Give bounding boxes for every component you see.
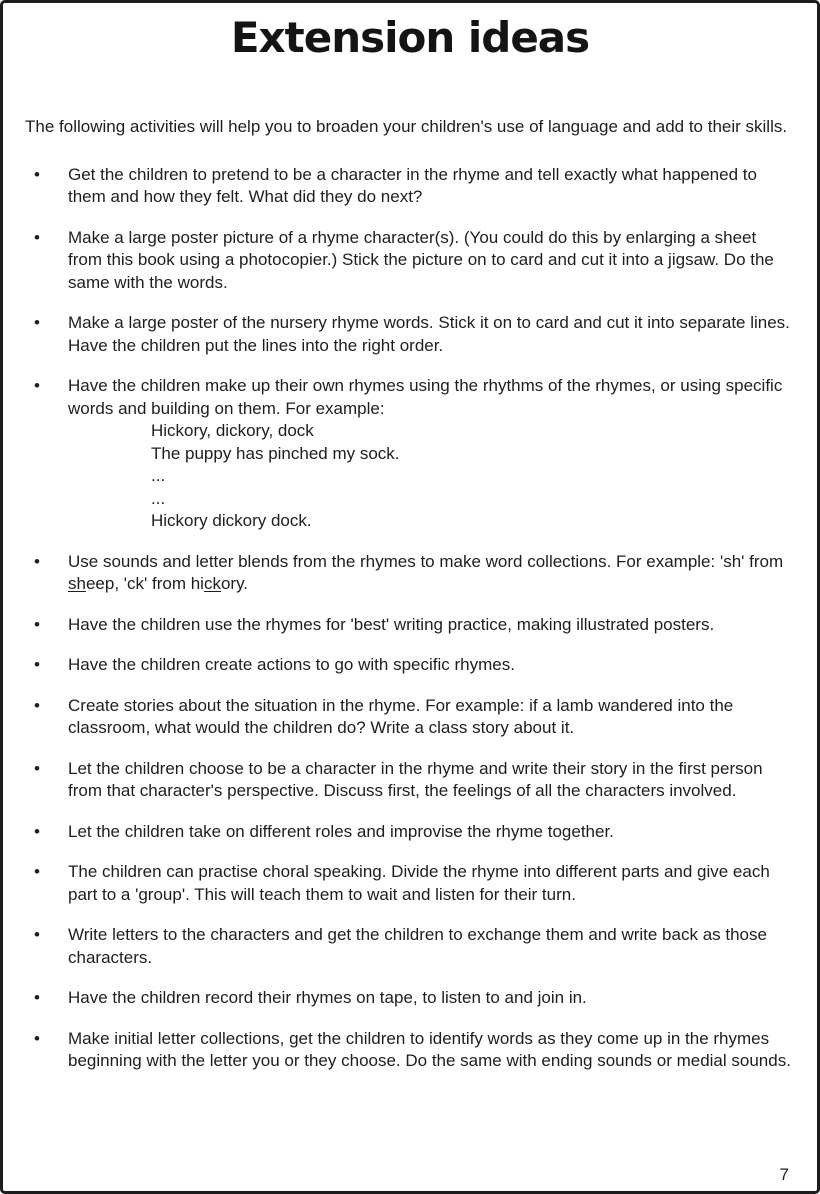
list-item bbox=[25, 821, 791, 844]
list-item bbox=[25, 375, 791, 533]
list-item bbox=[25, 654, 791, 677]
underlined-blend-sh: sh bbox=[68, 574, 86, 593]
bullet-marker: • bbox=[34, 925, 40, 944]
list-item bbox=[25, 861, 791, 906]
bullet-marker: • bbox=[34, 614, 40, 634]
intro-paragraph: The following activities will help you to broaden your children's use of language and add to their skills. bbox=[25, 117, 788, 136]
page-title: Extension ideas bbox=[230, 13, 590, 62]
bullet-text: Let the children choose to be a character in the rhyme and write their story in the first person from that character's perspective. Discuss first, the feelings of all the characters involved. bbox=[68, 758, 763, 800]
bullet-text: Let the children take on different roles and improvise the rhyme together. bbox=[68, 821, 614, 841]
bullet-text bbox=[68, 375, 791, 533]
bullet-text-segment: eep, 'ck' from hi bbox=[85, 574, 204, 593]
bullet-text-segment: ory. bbox=[220, 574, 249, 593]
bullet-marker: • bbox=[34, 821, 40, 841]
page-number: 7 bbox=[779, 1165, 789, 1184]
bullet-marker: • bbox=[34, 1028, 40, 1048]
list-item bbox=[25, 551, 791, 596]
bullet-text: Create stories about the situation in the rhyme. For example: if a lamb wandered into the classroom, what would the children do? Write a class story about it. bbox=[68, 695, 734, 737]
bullet-text-segment: Use sounds and letter blends from the rhymes to make word collections. For example: 'sh' from bbox=[68, 551, 784, 571]
bullet-text-lead: Have the children make up their own rhymes using the rhythms of the rhymes, or using specific words and building on them. For example: bbox=[68, 376, 783, 418]
bullet-marker: • bbox=[34, 988, 40, 1007]
bullet-marker: • bbox=[34, 164, 40, 184]
bullet-marker: • bbox=[34, 376, 40, 395]
activity-list bbox=[25, 164, 791, 1073]
bullet-marker: • bbox=[34, 313, 40, 332]
bullet-text: The children can practise choral speaking. Divide the rhyme into different parts and give each part to a 'group'. This will teach them to wait and listen for their turn. bbox=[68, 862, 770, 904]
bullet-marker: • bbox=[34, 695, 40, 715]
bullet-marker: • bbox=[34, 551, 40, 571]
bullet-text: Have the children record their rhymes on tape, to listen to and join in. bbox=[68, 988, 587, 1007]
bullet-marker: • bbox=[34, 655, 40, 674]
bullet-marker: • bbox=[34, 227, 40, 247]
rhyme-line: Hickory, dickory, dock bbox=[151, 421, 314, 440]
bullet-marker: • bbox=[34, 862, 40, 881]
rhyme-line: The puppy has pinched my sock. bbox=[151, 443, 400, 463]
list-item bbox=[25, 312, 791, 357]
rhyme-example bbox=[151, 420, 791, 533]
rhyme-line: ... bbox=[151, 488, 166, 508]
bullet-text: Have the children create actions to go with specific rhymes. bbox=[68, 655, 515, 674]
bullet-text: Make initial letter collections, get the children to identify words as they come up in the rhymes beginning with the letter you or they choose. Do the same with ending sounds or medial sounds. bbox=[68, 1028, 791, 1070]
bullet-text bbox=[68, 551, 791, 596]
bullet-text: Have the children use the rhymes for 'best' writing practice, making illustrated posters. bbox=[68, 614, 715, 634]
bullet-marker: • bbox=[34, 758, 40, 778]
list-item bbox=[25, 924, 791, 969]
list-item bbox=[25, 758, 791, 803]
list-item bbox=[25, 695, 791, 740]
list-item bbox=[25, 164, 791, 209]
bullet-text: Make a large poster picture of a rhyme character(s). (You could do this by enlarging a sheet from this book using a photocopier.) Stick the picture on to card and cut it into a jigsaw. Do the same with the words. bbox=[68, 227, 774, 292]
rhyme-line: Hickory dickory dock. bbox=[151, 511, 312, 530]
page-content bbox=[3, 116, 817, 1073]
bullet-text: Make a large poster of the nursery rhyme words. Stick it on to card and cut it into separate lines. Have the children put the lines into the right order. bbox=[68, 313, 790, 355]
list-item bbox=[25, 227, 791, 295]
bullet-text: Get the children to pretend to be a character in the rhyme and tell exactly what happened to them and how they felt. What did they do next? bbox=[68, 164, 757, 206]
underlined-blend-ck: ck bbox=[203, 574, 221, 593]
list-item bbox=[25, 987, 791, 1010]
list-item bbox=[25, 614, 791, 637]
list-item bbox=[25, 1028, 791, 1073]
bullet-text: Write letters to the characters and get the children to exchange them and write back as those characters. bbox=[68, 925, 767, 967]
rhyme-line: ... bbox=[151, 466, 166, 485]
